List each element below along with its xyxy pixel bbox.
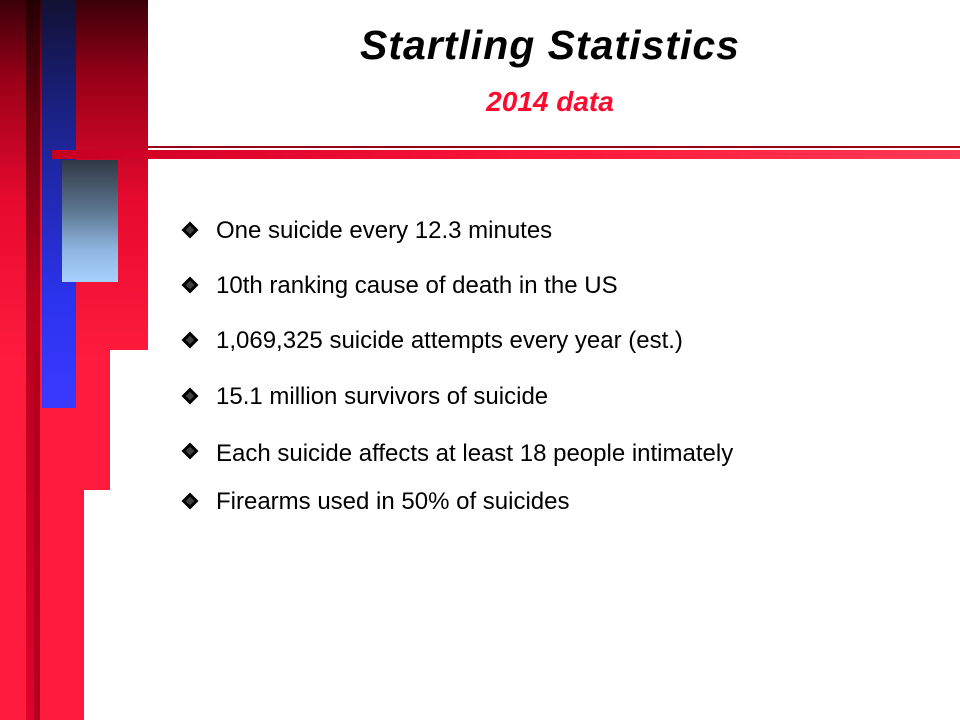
bullet-text: 10th ranking cause of death in the US xyxy=(216,272,618,300)
bullet-text: Each suicide affects at least 18 people intimately xyxy=(216,439,734,467)
diamond-bullet-icon xyxy=(182,387,199,404)
list-item xyxy=(178,483,938,520)
bullet-text: 1,069,325 suicide attempts every year (est.) xyxy=(216,327,683,355)
list-item xyxy=(178,212,938,249)
diamond-bullet-icon xyxy=(182,442,199,459)
decorative-white-block xyxy=(84,490,154,720)
slide-subtitle: 2014 data xyxy=(486,86,614,117)
decorative-thin-strip xyxy=(34,352,40,720)
bullet-text: Firearms used in 50% of suicides xyxy=(216,487,570,515)
list-item xyxy=(178,378,938,415)
bullet-text: One suicide every 12.3 minutes xyxy=(216,217,553,244)
bullet-text: 15.1 million survivors of suicide xyxy=(216,382,549,410)
diamond-bullet-icon xyxy=(182,332,199,349)
list-item xyxy=(178,433,938,475)
title-rule-edge xyxy=(148,146,960,148)
title-rule xyxy=(52,150,960,159)
diamond-bullet-icon xyxy=(182,222,199,239)
list-item xyxy=(178,322,938,359)
decorative-grey-bar xyxy=(62,160,118,282)
diamond-bullet-icon xyxy=(182,492,199,509)
diamond-bullet-icon xyxy=(182,277,199,294)
slide-title: Startling Statistics xyxy=(360,22,740,68)
list-item xyxy=(178,267,938,304)
bullet-list xyxy=(178,212,938,538)
